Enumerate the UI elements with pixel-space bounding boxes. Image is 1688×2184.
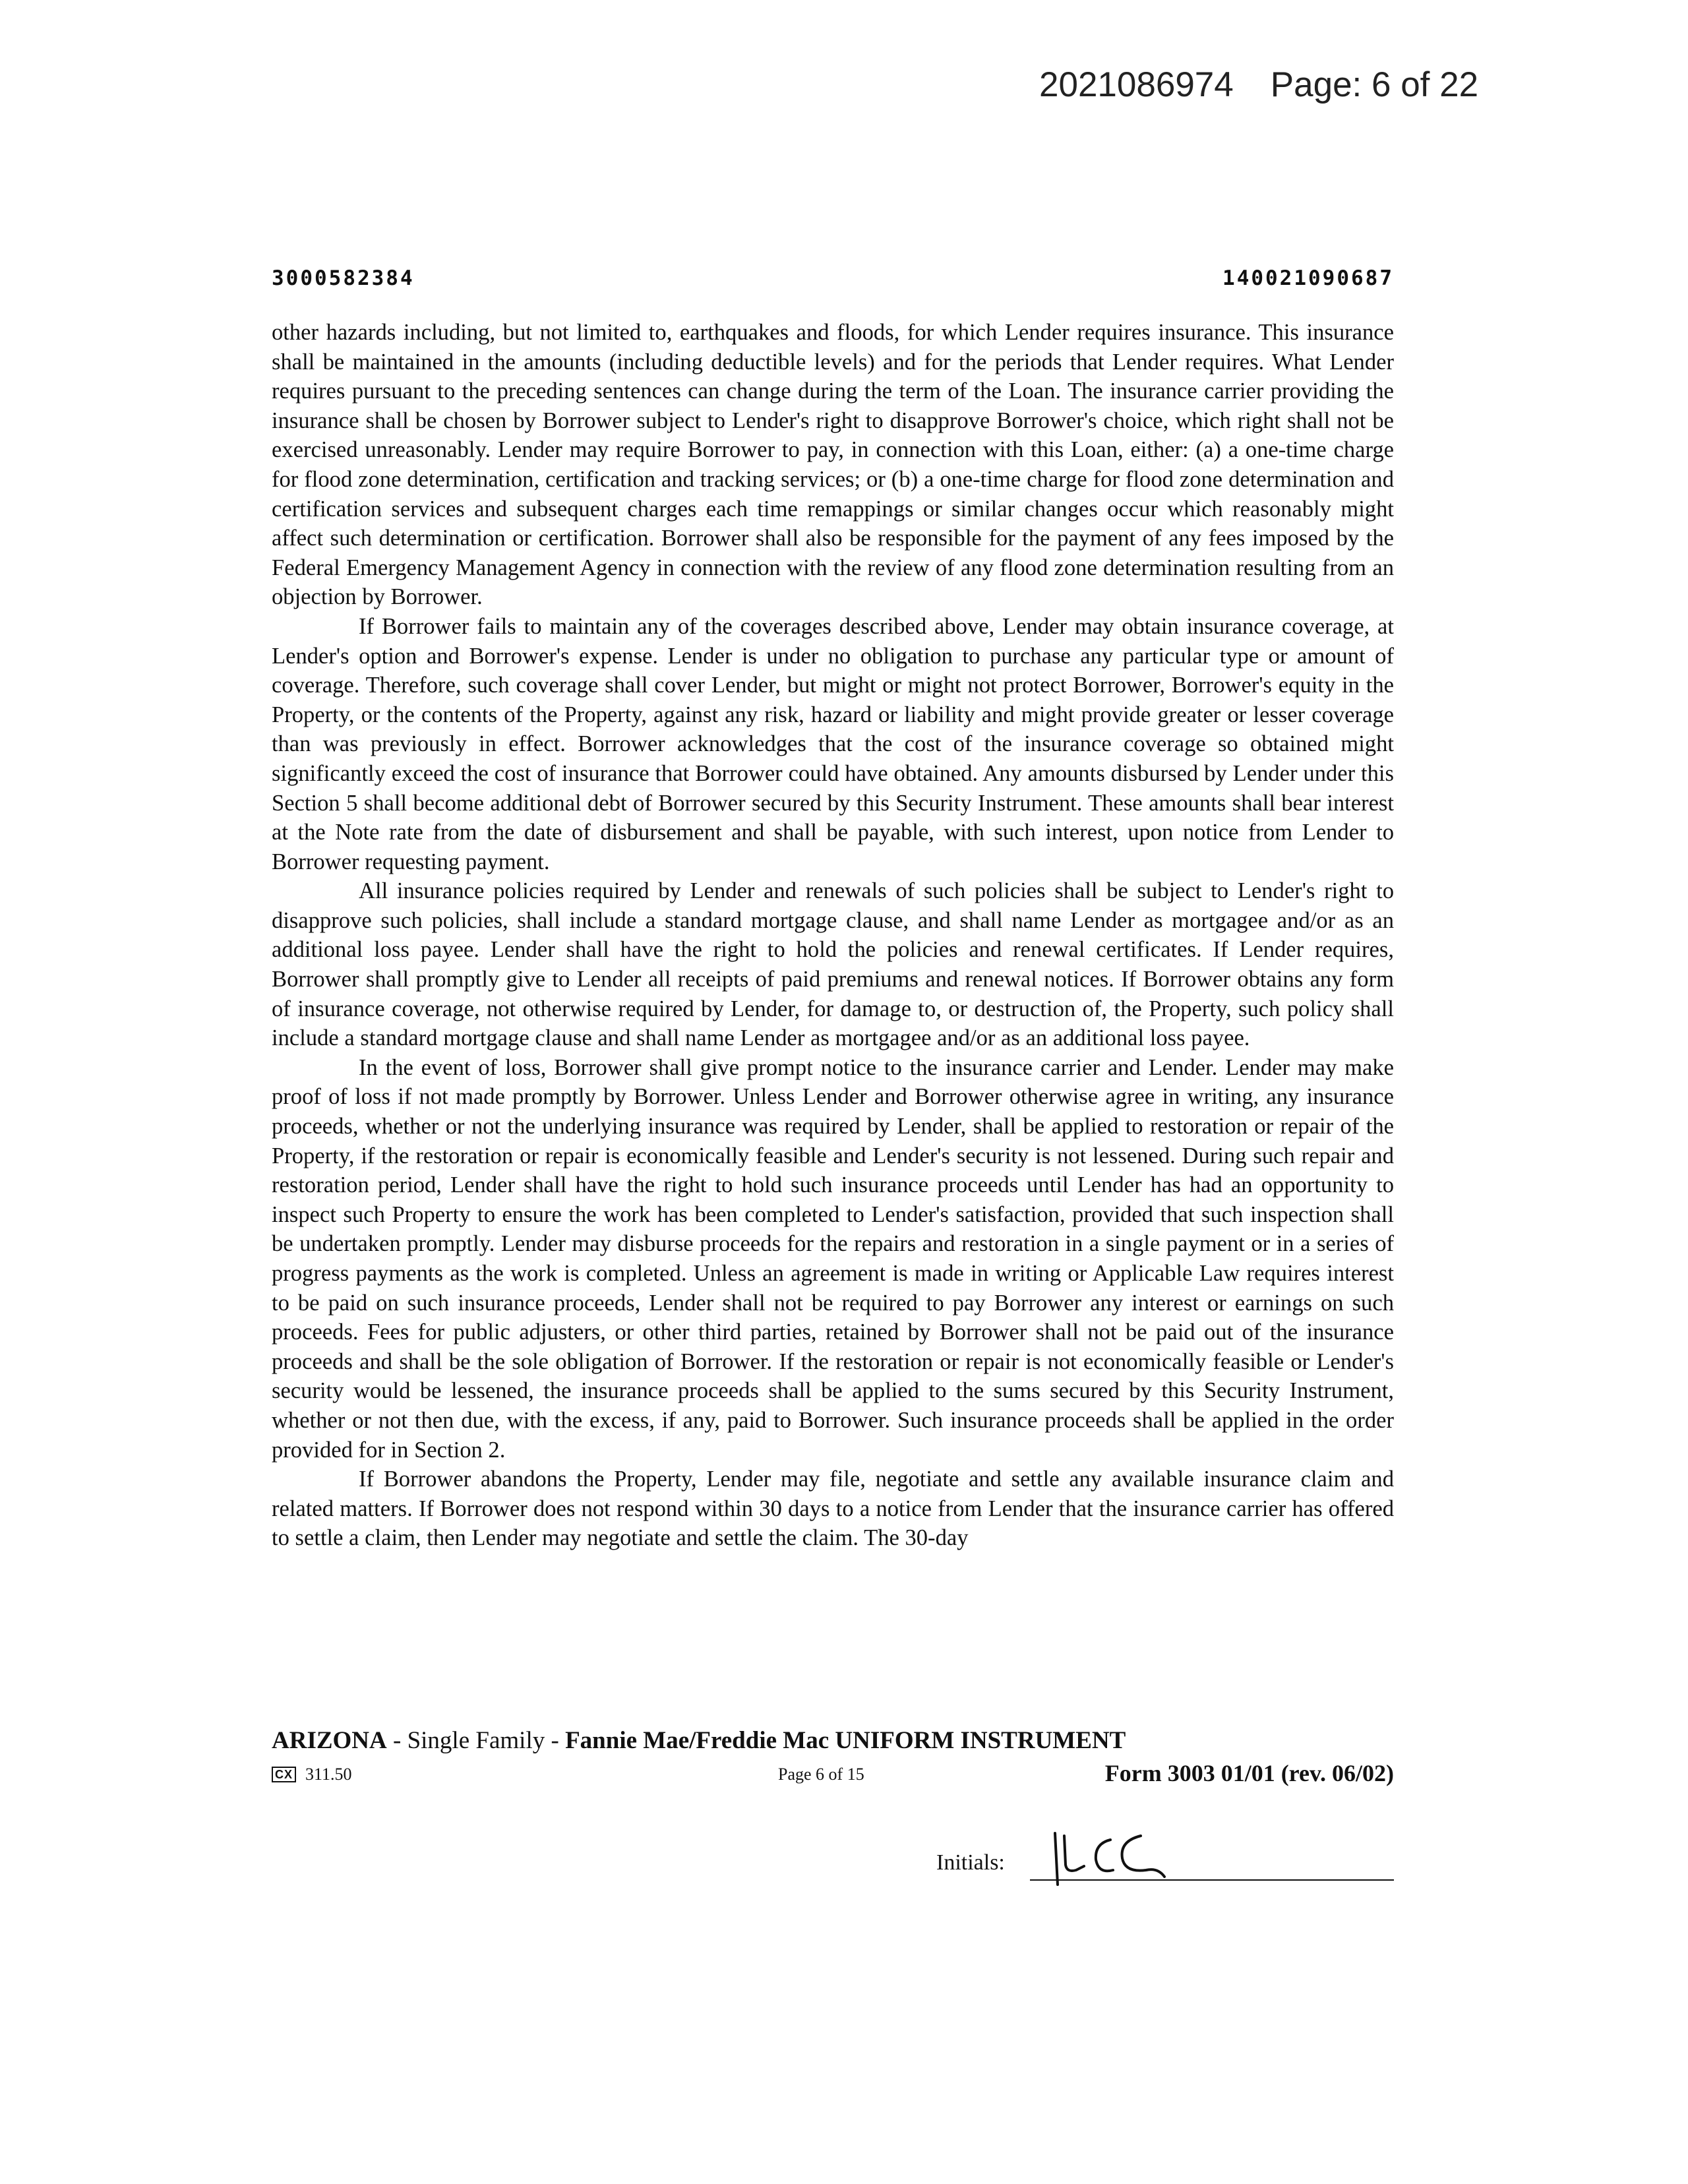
footer-instrument: Fannie Mae/Freddie Mac UNIFORM INSTRUMENT <box>565 1727 1126 1754</box>
footer-row <box>272 1759 1394 1788</box>
paragraph-coverage: If Borrower fails to maintain any of the coverages described above, Lender may obtain insurance coverage, at Lender's option and Borrower's expense. Lender is under no obligation to purchase any particular type or amount of coverage. Therefore, such coverage shall cover Lender, but might or might not protect Borrower, Borrower's equity in the Property, or the contents of the Property, against any risk, hazard or liability and might provide greater or lesser coverage than was previously in effect. Borrower acknowledges that the cost of the insurance coverage so obtained might significantly exceed the cost of insurance that Borrower could have obtained. Any amounts disbursed by Lender under this Section 5 shall become additional debt of Borrower secured by this Security Instrument. These amounts shall bear interest at the Note rate from the date of disbursement and shall be payable, with such interest, upon notice from Lender to Borrower requesting payment. <box>272 613 1394 874</box>
form-code-number: 311.50 <box>305 1765 352 1784</box>
footer-title <box>272 1726 1126 1755</box>
footer-state: ARIZONA <box>272 1727 387 1754</box>
page-counter: Page: 6 of 22 <box>1270 65 1479 104</box>
footer-separator: - <box>386 1727 407 1754</box>
initials-label: Initials: <box>936 1850 1005 1875</box>
footer-family: Single Family <box>407 1727 545 1754</box>
form-page-number: Page 6 of 15 <box>778 1765 864 1784</box>
document-body <box>272 318 1394 1553</box>
recording-header <box>1039 65 1478 105</box>
footer-separator: - <box>545 1727 566 1754</box>
loan-number-right: 140021090687 <box>1222 266 1394 290</box>
form-number: Form 3003 01/01 (rev. 06/02) <box>1104 1760 1394 1786</box>
recording-number: 2021086974 <box>1039 65 1234 104</box>
initials-block <box>936 1827 1394 1886</box>
initials-signature <box>1047 1827 1179 1887</box>
loan-id-row <box>272 266 1394 290</box>
paragraph-loss: In the event of loss, Borrower shall give prompt notice to the insurance carrier and Lender. Lender may make proof of loss if not made promptly by Borrower. Unless Lender and Borrower otherwise agree in writing, any insurance proceeds, whether or not the underlying insurance was required by Lender, shall be applied to restoration or repair of the Property, if the restoration or repair is economically feasible and Lender's security is not lessened. During such repair and restoration period, Lender shall have the right to hold such insurance proceeds until Lender has had an opportunity to inspect such Property to ensure the work has been completed to Lender's satisfaction, provided that such inspection shall be undertaken promptly. Lender may disburse proceeds for the repairs and restoration in a single payment or in a series of progress payments as the work is completed. Unless an agreement is made in writing or Applicable Law requires interest to be paid on such insurance proceeds, Lender shall not be required to pay Borrower any interest or earnings on such proceeds. Fees for public adjusters, or other third parties, retained by Borrower shall not be paid out of the insurance proceeds and shall be the sole obligation of Borrower. If the restoration or repair is not economically feasible or Lender's security would be lessened, the insurance proceeds shall be applied to the sums secured by this Security Instrument, whether or not then due, with the excess, if any, paid to Borrower. Such insurance proceeds shall be applied in the order provided for in Section 2. <box>272 1054 1394 1463</box>
cx-logo: CX <box>272 1767 296 1782</box>
paragraph-policies: All insurance policies required by Lender and renewals of such policies shall be subject to Lender's right to disapprove such policies, shall include a standard mortgage clause, and shall name Lender as mortgagee and/or as an additional loss payee. Lender shall have the right to hold the policies and renewal certificates. If Lender requires, Borrower shall promptly give to Lender all receipts of paid premiums and renewal notices. If Borrower obtains any form of insurance coverage, not otherwise required by Lender, for damage to, or destruction of, the Property, such policy shall include a standard mortgage clause and shall name Lender as mortgagee and/or as an additional loss payee. <box>272 878 1394 1051</box>
paragraph-abandonment: If Borrower abandons the Property, Lender may file, negotiate and settle any available insurance claim and related matters. If Borrower does not respond within 30 days to a notice from Lender that the insurance carrier has offered to settle a claim, then Lender may negotiate and settle the claim. The 30-day <box>272 1467 1394 1551</box>
form-code <box>272 1765 352 1784</box>
loan-number-left: 3000582384 <box>272 266 415 290</box>
paragraph-hazards: other hazards including, but not limited to, earthquakes and floods, for which Lender requires insurance. This insurance shall be maintained in the amounts (including deductible levels) and for the periods that Lender requires. What Lender requires pursuant to the preceding sentences can change during the term of the Loan. The insurance carrier providing the insurance shall be chosen by Borrower subject to Lender's right to disapprove Borrower's choice, which right shall not be exercised unreasonably. Lender may require Borrower to pay, in connection with this Loan, either: (a) a one-time charge for flood zone determination, certification and tracking services; or (b) a one-time charge for flood zone determination and certification services and subsequent charges each time remappings or similar changes occur which reasonably might affect such determination or certification. Borrower shall also be responsible for the payment of any fees imposed by the Federal Emergency Management Agency in connection with the review of any flood zone determination resulting from an objection by Borrower. <box>272 320 1394 610</box>
